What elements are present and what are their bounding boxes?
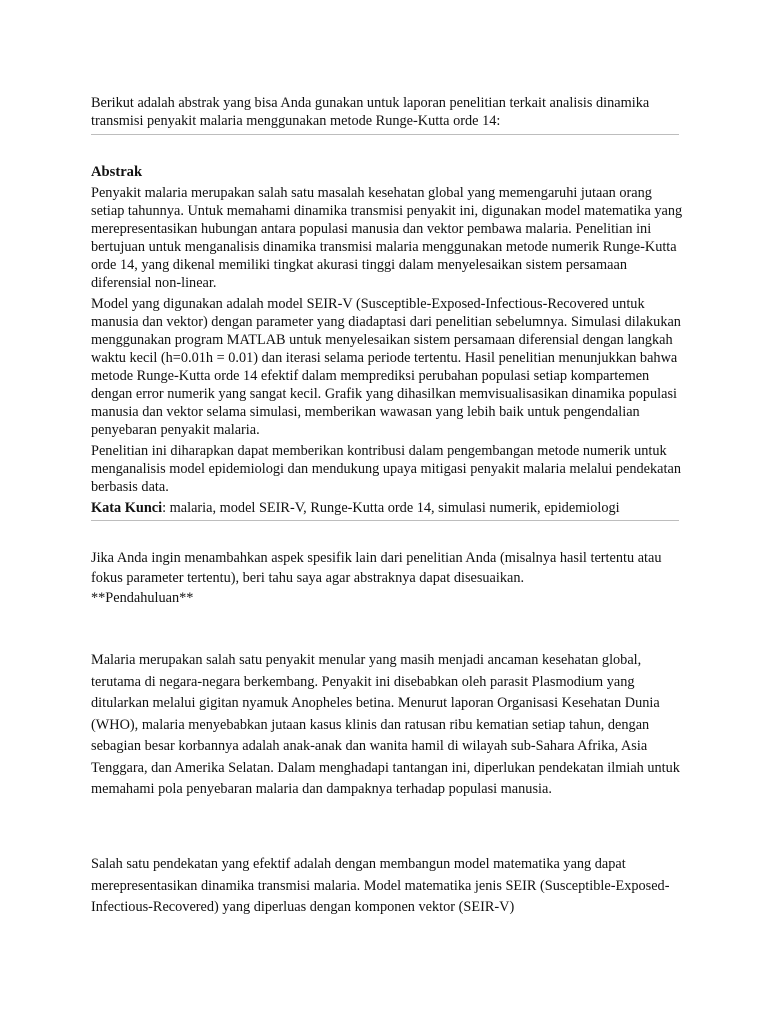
section-marker: **Pendahuluan** [91,590,194,606]
keywords-label: Kata Kunci [91,500,163,516]
pendahuluan-section [91,854,683,919]
divider [91,134,679,135]
intro-section [91,94,683,130]
pendahuluan-paragraph: Salah satu pendekatan yang efektif adalah dengan membangun model matematika yang dapat merepresentasikan dinamika transmisi malaria. Model matematika jenis SEIR (Susceptible-Exposed-Infectious-Recovered) yang diperluas dengan komponen vektor (SEIR-V) [91,856,670,915]
intro-paragraph: Berikut adalah abstrak yang bisa Anda gunakan untuk laporan penelitian terkait analisis dinamika transmisi penyakit malaria menggunakan metode Runge-Kutta orde 14: [91,95,650,129]
pendahuluan-paragraph: Malaria merupakan salah satu penyakit menular yang masih menjadi ancaman kesehatan global, terutama di negara-negara berkembang. Penyakit ini disebabkan oleh parasit Plasmodium yang ditularkan melalui gigitan nyamuk Anopheles betina. Menurut laporan Organisasi Kesehatan Dunia (WHO), malaria menyebabkan jutaan kasus klinis dan ratusan ribu kematian setiap tahun, dengan sebagian besar korbannya adalah anak-anak dan wanita hamil di wilayah sub-Sahara Afrika, Asia Tenggara, dan Amerika Selatan. Dalam menghadapi tantangan ini, diperlukan pendekatan ilmiah untuk memahami pola penyebaran malaria dan dampaknya terhadap populasi manusia. [91,652,680,797]
pendahuluan-section [91,650,683,801]
divider [91,520,679,521]
abstract-paragraph: Penelitian ini diharapkan dapat memberikan kontribusi dalam pengembangan metode numerik untuk menganalisis model epidemiologi dan mendukung upaya mitigasi penyakit malaria melalui pendekatan berbasis data. [91,443,681,495]
abstract-paragraph: Model yang digunakan adalah model SEIR-V (Susceptible-Exposed-Infectious-Recovered untuk manusia dan vektor) dengan parameter yang diadaptasi dari penelitian sebelumnya. Simulasi dilakukan menggunakan program MATLAB untuk menyelesaikan sistem persamaan diferensial dengan langkah waktu kecil (h=0.01h = 0.01) dan iterasi selama periode tertentu. Hasil penelitian menunjukkan bahwa metode Runge-Kutta orde 14 efektif dalam memprediksi perubahan populasi setiap kompartemen dengan error numerik yang sangat kecil. Grafik yang dihasilkan memvisualisasikan dinamika populasi manusia dan vektor selama simulasi, memberikan wawasan yang lebih baik untuk pengendalian penyebaran penyakit malaria. [91,296,681,438]
keywords-text: : malaria, model SEIR-V, Runge-Kutta orde 14, simulasi numerik, epidemiologi [162,500,620,516]
abstract-paragraph: Penyakit malaria merupakan salah satu masalah kesehatan global yang memengaruhi jutaan orang setiap tahunnya. Untuk memahami dinamika transmisi penyakit ini, digunakan model matematika yang merepresentasikan hubungan antara populasi manusia dan vektor pembawa malaria. Penelitian ini bertujuan untuk menganalisis dinamika transmisi malaria menggunakan metode numerik Runge-Kutta orde 14, yang dikenal memiliki tingkat akurasi tinggi dalam menyelesaikan sistem persamaan diferensial non-linear. [91,185,683,291]
followup-paragraph: Jika Anda ingin menambahkan aspek spesifik lain dari penelitian Anda (misalnya hasil tertentu atau fokus parameter tertentu), beri tahu saya agar abstraknya dapat disesuaikan. [91,550,662,586]
keywords-line [91,499,683,517]
followup-section [91,548,683,608]
abstract-section [91,163,683,520]
abstract-heading: Abstrak [91,164,143,180]
